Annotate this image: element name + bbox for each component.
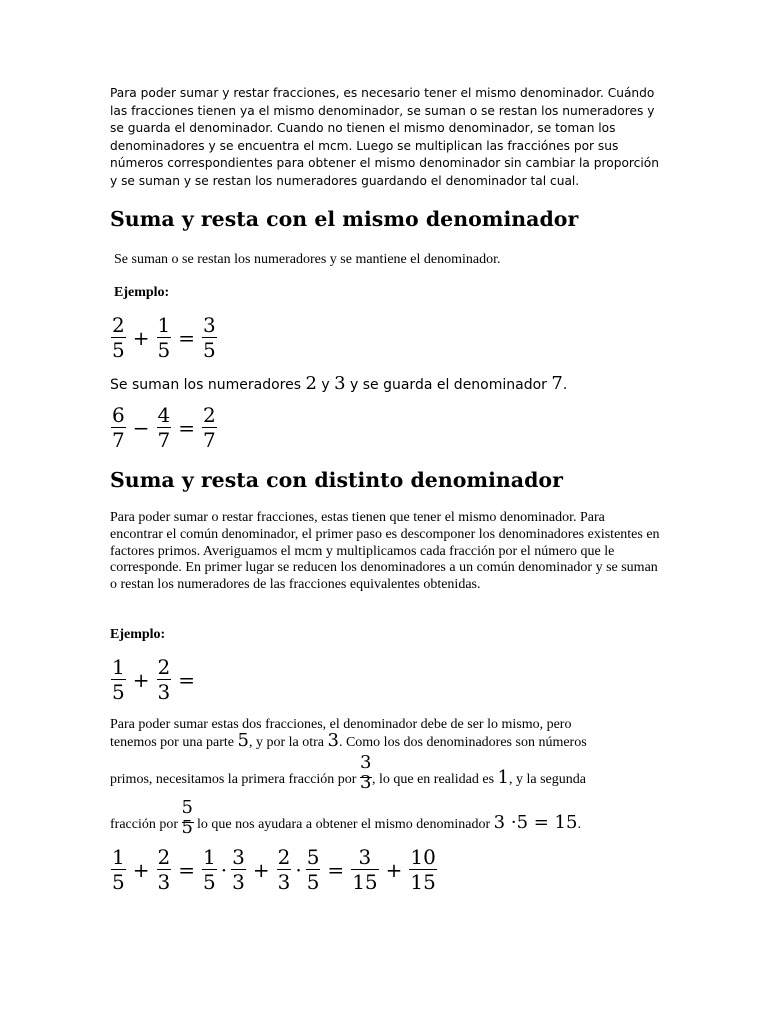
equation-3: $\frac{1}{5}$ + $\frac{2}{3}$ = [112,655,195,704]
explanation-line-1: Para poder sumar estas dos fracciones, el denominador debe de ser lo mismo, pero [110,717,572,732]
numerators-sentence: Se suman los numeradores 2 y 3 y se guarda el denominador 7. [110,373,568,394]
intro-paragraph: Para poder sumar y restar fracciones, es necesario tener el mismo denominador. Cuándo las fracciones tienen ya el mismo denominador, se suman o se restan los numeradores y se guarda el denominador. Cuando no tienen el mismo denominador, se toman los denominadores y se encuentra el mcm. Luego se multiplican las fracciónes por sus números correspondientes para obtener el mismo denominador sin cambiar la proporción y se suman y se restan los numeradores guardando el denominador tal cual. [110,86,659,188]
section1-text: Se suman o se restan los numeradores y se mantiene el denominador. [114,252,501,267]
equation-1: $\frac{2}{5}$ + $\frac{1}{5}$ = $\frac{3}{5}$ [112,313,216,362]
equation-4: $\frac{1}{5}$ + $\frac{2}{3}$ = $\frac{1}{5}$ · $\frac{3}{3}$ + $\frac{2}{3}$ · $\frac{5}{5}$ = $\frac{3}{15}$ + $\frac{10}{15}$ [112,845,436,894]
section1-example-label: Ejemplo: [114,285,170,300]
explanation-line-2: tenemos por una parte 5, y por la otra 3. Como los dos denominadores son números [110,730,587,751]
equation-2: $\frac{6}{7}$ − $\frac{4}{7}$ = $\frac{2}{7}$ [112,403,216,452]
section2-example-label: Ejemplo: [110,627,166,642]
explanation-line-3: primos, necesitamos la primera fracción por $\frac{3}{3}$ , lo que en realidad es 1, y la segunda [110,752,586,793]
section1-heading: Suma y resta con el mismo denominador [110,207,579,231]
section2-heading: Suma y resta con distinto denominador [110,468,563,492]
section2-text: Para poder sumar o restar fracciones, estas tienen que tener el mismo denominador. Para encontrar el común denominador, el primer paso es descomponer los denominadores existentes en factores primos. Averiguamos el mcm y multiplicamos cada fracción por el número que le corresponde. En primer lugar se reducen los denominadores a un común denominador y se suman o restan los numeradores de las fracciones equivalentes obtenidas. [110,510,660,593]
explanation-line-4: fracción por $\frac{5}{5}$ lo que nos ayudara a obtener el mismo denominador 3 ·5 = 15. [110,797,581,838]
